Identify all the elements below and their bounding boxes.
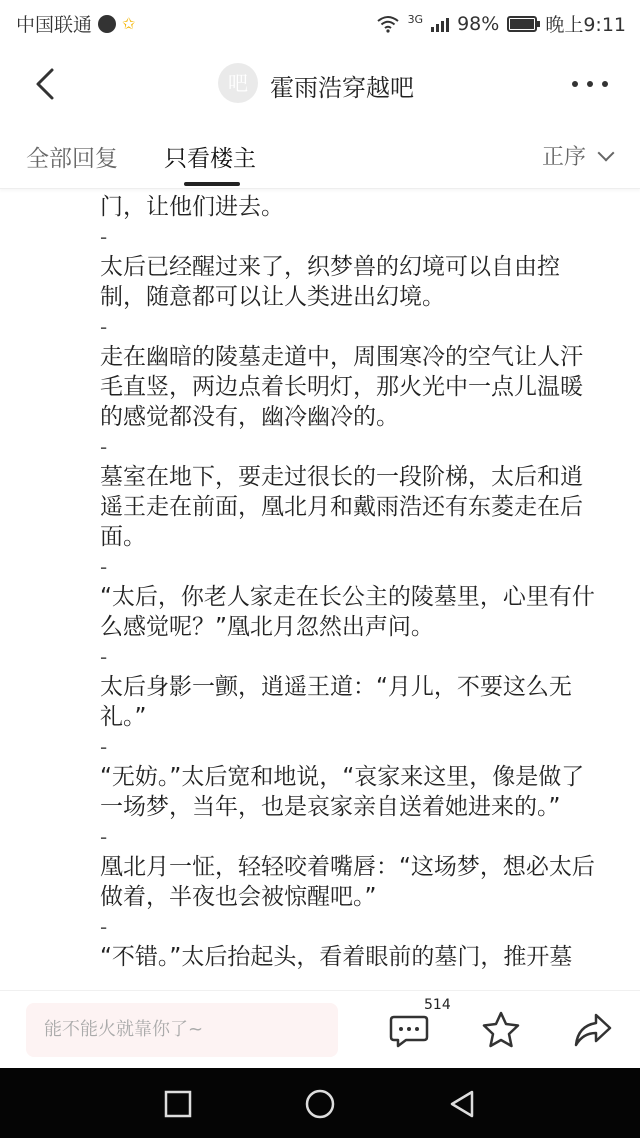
post-text-line: 凰北月一怔，轻轻咬着嘴唇：“这场梦，想必太后 <box>100 854 595 880</box>
paragraph-separator: - <box>100 915 108 939</box>
app-header <box>0 44 640 124</box>
post-text-line: 太后已经醒过来了，织梦兽的幻境可以自由控 <box>100 254 560 280</box>
signal-icon <box>431 16 449 32</box>
back-arrow-icon <box>26 64 66 104</box>
sort-dropdown[interactable] <box>542 140 612 171</box>
share-icon <box>572 1009 614 1051</box>
post-text-line: 做着，半夜也会被惊醒吧。” <box>100 884 377 910</box>
comment-button[interactable] <box>388 1009 430 1051</box>
home-button[interactable] <box>304 1088 336 1120</box>
comment-count: 514 <box>424 997 451 1013</box>
post-text-line: 么感觉呢？”凰北月忽然出声问。 <box>100 614 434 640</box>
filter-bar <box>0 124 640 189</box>
back-button[interactable] <box>26 64 66 104</box>
post-content <box>0 188 640 990</box>
paragraph-separator: - <box>100 645 108 669</box>
paragraph-separator: - <box>100 735 108 759</box>
post-text-line: 面。 <box>100 524 146 550</box>
active-tab-indicator <box>184 182 240 186</box>
battery-fill <box>510 19 534 29</box>
clock: 晚上9:11 <box>545 14 626 36</box>
post-text-line: 礼。” <box>100 704 147 730</box>
status-bar <box>0 0 640 44</box>
star-badge-icon: ✩ <box>122 14 136 33</box>
paragraph-separator: - <box>100 555 108 579</box>
post-text-line: “太后，你老人家走在长公主的陵墓里，心里有什 <box>100 584 595 610</box>
network-type: 3G <box>407 13 424 26</box>
forum-avatar[interactable]: 吧 <box>218 63 258 103</box>
post-text-line: “不错。”太后抬起头，看着眼前的墓门，推开墓 <box>100 944 573 970</box>
battery-percent: 98% <box>457 12 500 35</box>
post-text-line: 门，让他们进去。 <box>100 194 284 220</box>
favorite-button[interactable] <box>480 1009 522 1051</box>
post-text-line: 遥王走在前面，凰北月和戴雨浩还有东菱走在后 <box>100 494 583 520</box>
system-back-button[interactable] <box>446 1088 478 1120</box>
paragraph-separator: - <box>100 825 108 849</box>
post-text-line: 走在幽暗的陵墓走道中，周围寒冷的空气让人汗 <box>100 344 583 370</box>
square-icon <box>162 1088 194 1120</box>
comment-icon <box>388 1009 430 1051</box>
more-dot-icon <box>587 81 593 87</box>
post-text-line: 制，随意都可以让人类进出幻境。 <box>100 284 445 310</box>
status-left <box>16 10 135 37</box>
tab-op-only[interactable]: 只看楼主 <box>164 146 256 172</box>
wifi-icon <box>376 15 400 33</box>
post-text-line: “无妨。”太后宽和地说，“哀家来这里，像是做了 <box>100 764 585 790</box>
more-menu-button[interactable] <box>570 68 610 98</box>
more-dot-icon <box>572 81 578 87</box>
sort-label: 正序 <box>541 145 586 170</box>
carrier-name: 中国联通 <box>16 14 93 36</box>
circle-icon <box>304 1088 336 1120</box>
more-dot-icon <box>602 81 608 87</box>
star-icon <box>480 1009 522 1051</box>
reply-input[interactable]: 能不能火就靠你了~ <box>26 1003 338 1057</box>
status-right <box>376 10 626 37</box>
share-button[interactable] <box>572 1009 614 1051</box>
post-text-line: 的感觉都没有，幽冷幽冷的。 <box>100 404 399 430</box>
triangle-back-icon <box>446 1088 478 1120</box>
paragraph-separator: - <box>100 315 108 339</box>
post-text-line: 毛直竖，两边点着长明灯，那火光中一点儿温暖 <box>100 374 583 400</box>
reply-bar <box>0 990 640 1069</box>
forum-title[interactable]: 霍雨浩穿越吧 <box>270 74 414 102</box>
post-text <box>100 192 620 972</box>
paragraph-separator: - <box>100 435 108 459</box>
recent-apps-button[interactable] <box>162 1088 194 1120</box>
globe-icon <box>98 15 116 33</box>
chevron-down-icon <box>598 144 615 161</box>
post-text-line: 一场梦，当年，也是哀家亲自送着她进来的。” <box>100 794 561 820</box>
battery-icon <box>507 16 537 32</box>
paragraph-separator: - <box>100 225 108 249</box>
post-text-line: 太后身影一颤，逍遥王道：“月儿，不要这么无 <box>100 674 572 700</box>
tab-all-replies[interactable]: 全部回复 <box>26 146 118 172</box>
system-nav-bar <box>0 1068 640 1138</box>
post-text-line: 墓室在地下，要走过很长的一段阶梯，太后和逍 <box>100 464 583 490</box>
